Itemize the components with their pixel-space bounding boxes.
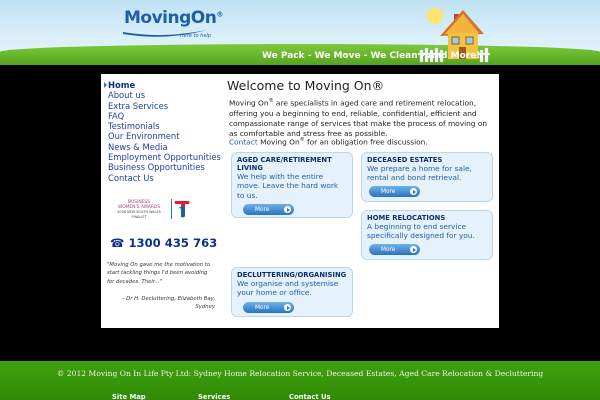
sidebar-item-about-us[interactable]: About us [108, 90, 146, 101]
contact-link[interactable]: Contact [229, 137, 258, 147]
content-panel [101, 74, 499, 328]
sidebar-item-our-environment[interactable]: Our Environment [108, 131, 180, 142]
page-title: Welcome to Moving On® [227, 78, 385, 93]
sidebar-item-news-media[interactable]: News & Media [108, 141, 168, 152]
sidebar-item-home[interactable]: Home [108, 80, 136, 90]
service-title: HOME RELOCATIONS [367, 214, 446, 222]
arrow-right-icon [284, 304, 291, 311]
service-description: A beginning to end service specifically designed for you. [367, 222, 475, 241]
copyright-text: © 2012 Moving On In Life Pty Ltd: Sydney Home Relocation Service, Deceased Estates, Aged Care Relocation & Decluttering [56, 369, 544, 378]
site-logo[interactable] [122, 8, 223, 44]
award-badge [111, 199, 191, 225]
sidebar-item-testimonials[interactable]: Testimonials [108, 121, 160, 132]
sidebar-item-employment[interactable]: Employment Opportunities [108, 152, 221, 163]
footer-link-site-map[interactable]: Site Map [112, 393, 146, 400]
active-marker-icon [104, 82, 107, 88]
testimonial-author: – Dr H. Decluttering, Elizabeth Bay, Sydney [121, 296, 215, 311]
sidebar-nav [108, 80, 220, 183]
site-header [0, 0, 600, 65]
header-tagline: We Pack - We Move - We Clean - And More! [262, 51, 481, 61]
footer-link-contact-us[interactable]: Contact Us [289, 393, 331, 400]
sidebar-item-extra-services[interactable]: Extra Services [108, 100, 169, 111]
service-description: We prepare a home for sale, rental and bond retrieval. [367, 164, 472, 183]
contact-callout: Contact Moving On® for an obligation free discussion. [229, 137, 428, 147]
arrow-right-icon [410, 246, 417, 253]
arrow-right-icon [284, 206, 291, 213]
service-title: DECEASED ESTATES [367, 156, 443, 164]
sidebar-item-business[interactable]: Business Opportunities [108, 162, 205, 173]
phone-number[interactable]: ☎ 1300 435 763 [110, 236, 218, 250]
award-text: BUSINESS WOMEN'S AWARDS 2006 NEW SOUTH WALES FINALIST [117, 200, 161, 219]
testimonial-quote: "Moving On gave me the motivation to start tackling things I'd been avoiding for decades. Their..." [107, 262, 211, 285]
sidebar-item-contact-us[interactable]: Contact Us [108, 172, 154, 183]
service-title: DECLUTTERING/ORGANISING [237, 271, 347, 279]
service-title: AGED CARE/RETIREMENT LIVING [237, 156, 332, 172]
service-description: We help with the entire move. Leave the hard work to us. [237, 172, 339, 200]
service-description: We organise and systemise your home or office. [237, 279, 339, 298]
more-button-deceased-estates[interactable]: More [369, 186, 420, 197]
sidebar-item-faq[interactable]: FAQ [108, 110, 125, 121]
logo-tagline: Here to help [180, 33, 211, 39]
logo-wordmark: MovingOn® [124, 8, 223, 28]
more-button-home-relocations[interactable]: More [369, 244, 420, 255]
more-button-decluttering[interactable]: More [243, 302, 294, 313]
telstra-logo-icon [171, 199, 191, 219]
footer-link-services[interactable]: Services [198, 393, 231, 400]
intro-paragraph: Moving On® are specialists in aged care and retirement relocation, offering you a beginning to end, reliable, confidential, efficient and compassionate range of services that make the process of moving on as comfortable and stress free as possible. [229, 98, 488, 139]
more-button-aged-care[interactable]: More [243, 204, 294, 215]
site-footer [0, 361, 600, 400]
arrow-right-icon [410, 188, 417, 195]
